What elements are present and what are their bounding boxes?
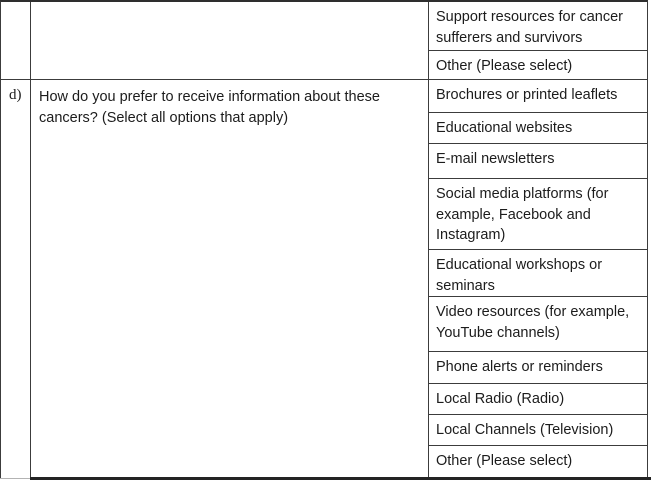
table-row-previous-question	[1, 2, 647, 80]
option-cell: Local Channels (Television)	[429, 415, 647, 446]
option-cell: Social media platforms (for example, Facebook and Instagram)	[429, 179, 647, 250]
table-bottom-border	[30, 477, 651, 480]
question-text-cell-empty	[31, 2, 429, 79]
table-bottom-border-faint-segment	[0, 478, 30, 479]
option-cell: Phone alerts or reminders	[429, 352, 647, 384]
option-cell: Other (Please select)	[436, 58, 573, 74]
options-column	[429, 80, 647, 479]
option-cell: Support resources for cancer sufferers and survivors	[429, 2, 647, 51]
option-cell: Video resources (for example, YouTube channels)	[429, 297, 647, 352]
table-row-question-d	[1, 80, 647, 479]
question-label-cell-empty	[1, 2, 31, 79]
option-cell: Local Radio (Radio)	[429, 384, 647, 415]
option-cell: E-mail newsletters	[429, 144, 647, 179]
option-cell: Other (Please select)	[436, 453, 573, 469]
options-column	[429, 2, 647, 79]
question-label-cell: d)	[1, 80, 31, 479]
question-text-cell: How do you prefer to receive information about these cancers? (Select all options that apply)	[31, 80, 429, 479]
option-cell: Brochures or printed leaflets	[429, 80, 647, 113]
option-cell: Educational websites	[429, 113, 647, 144]
option-cell: Educational workshops or seminars	[429, 250, 647, 297]
